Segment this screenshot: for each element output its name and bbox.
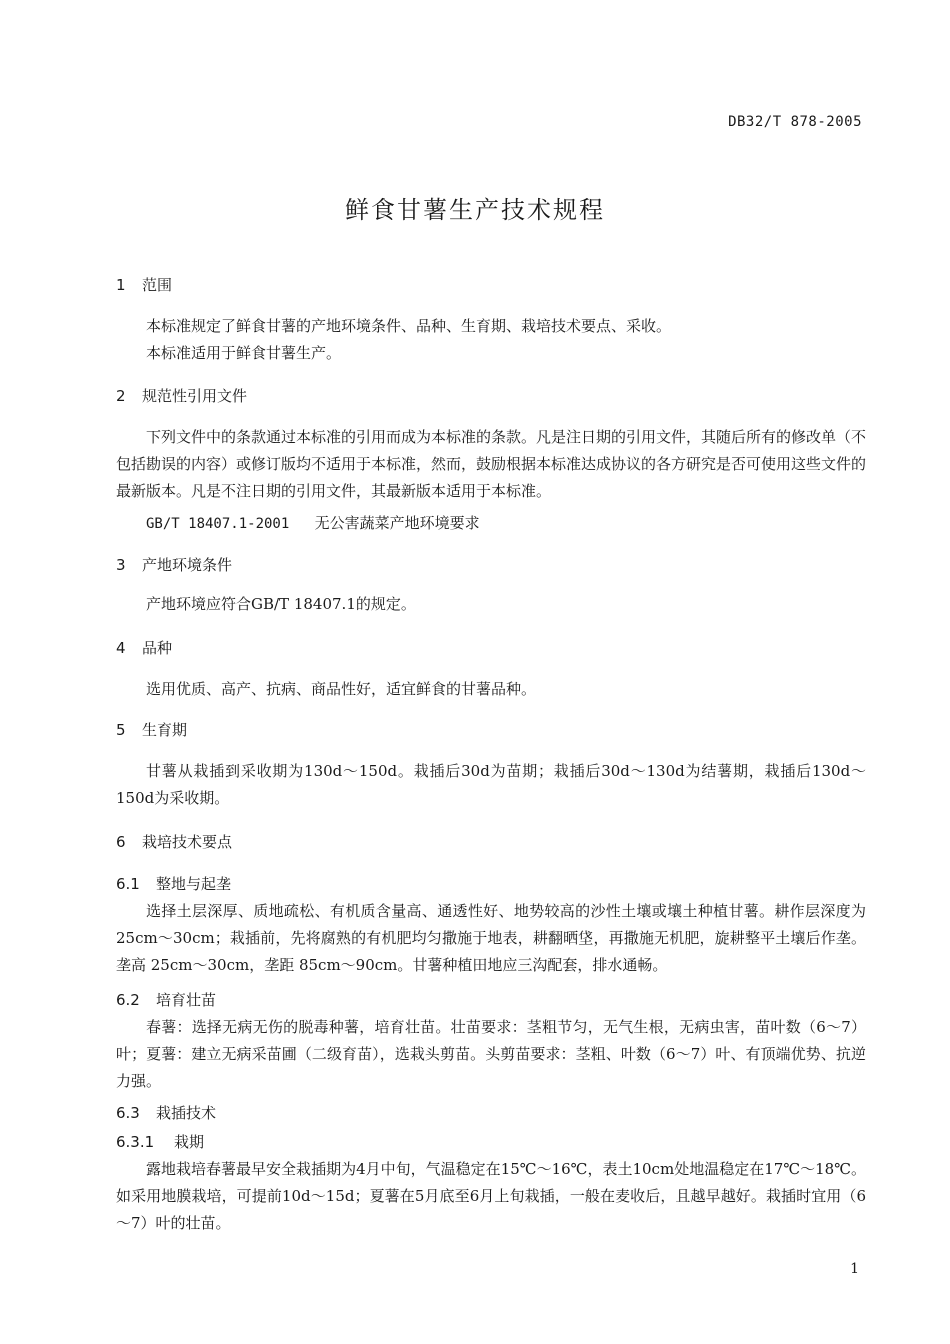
section-title: 范围	[142, 276, 173, 294]
section-number: 3	[116, 556, 126, 574]
subsection-title: 栽插技术	[156, 1104, 217, 1122]
section-2-paragraph-1: 下列文件中的条款通过本标准的引用而成为本标准的条款。凡是注日期的引用文件，其随后所有的修改单（不包括勘误的内容）或修订版均不适用于本标准，然而，鼓励根据本标准达成协议的各方研究是否可使用这些文件的最新版本。凡是不注日期的引用文件，其最新版本适用于本标准。	[116, 428, 867, 500]
subsection-6-2-heading	[116, 989, 866, 1010]
section-5-heading	[116, 719, 866, 740]
subsection-title: 整地与起垄	[156, 875, 232, 893]
section-1-paragraph-1: 本标准规定了鲜食甘薯的产地环境条件、品种、生育期、栽培技术要点、采收。	[146, 317, 672, 335]
section-3-paragraph-1: 产地环境应符合GB/T 18407.1的规定。	[146, 595, 416, 613]
subsection-title: 培育壮苗	[156, 991, 217, 1009]
section-4-paragraph-1: 选用优质、高产、抗病、商品性好，适宜鲜食的甘薯品种。	[146, 680, 537, 698]
reference-code: GB/T 18407.1-2001	[146, 516, 290, 532]
section-3-heading	[116, 554, 866, 575]
section-number: 1	[116, 276, 126, 294]
document-code: DB32/T 878-2005	[728, 114, 862, 130]
section-number: 5	[116, 721, 126, 739]
section-title: 产地环境条件	[142, 556, 233, 574]
subsection-number: 6.3	[116, 1104, 140, 1122]
section-number: 4	[116, 639, 126, 657]
section-1-paragraph-2: 本标准适用于鲜食甘薯生产。	[146, 344, 342, 362]
section-2-heading	[116, 385, 866, 406]
subsection-6-1-paragraph: 选择土层深厚、质地疏松、有机质含量高、通透性好、地势较高的沙性土壤或壤土种植甘薯。耕作层深度为 25cm～30cm；栽插前，先将腐熟的有机肥均匀撒施于地表，耕翻晒垡，再撒施无机肥，旋耕整平土壤后作垄。垄高 25cm～30cm，垄距 85cm～90cm。甘薯种植田地应三沟配套，排水通畅。	[116, 902, 866, 974]
subsection-6-1-heading	[116, 873, 866, 894]
section-number: 6	[116, 833, 126, 851]
subsection-number: 6.3.1	[116, 1133, 155, 1151]
subsection-number: 6.2	[116, 991, 140, 1009]
section-title: 品种	[142, 639, 173, 657]
subsection-number: 6.1	[116, 875, 140, 893]
subsection-6-3-1-paragraph: 露地栽培春薯最早安全栽插期为4月中旬，气温稳定在15℃～16℃，表土10cm处地温稳定在17℃～18℃。如采用地膜栽培，可提前10d～15d；夏薯在5月底至6月上旬栽插，一般在麦收后，且越早越好。栽插时宜用（6～7）叶的壮苗。	[116, 1160, 866, 1232]
section-6-heading	[116, 831, 866, 852]
subsection-title: 栽期	[174, 1133, 205, 1151]
document-title: 鲜食甘薯生产技术规程	[345, 196, 605, 224]
reference-title: 无公害蔬菜产地环境要求	[314, 514, 480, 532]
section-title: 规范性引用文件	[142, 387, 248, 405]
subsection-6-3-heading	[116, 1102, 866, 1123]
page-number: 1	[850, 1261, 859, 1277]
section-4-heading	[116, 637, 866, 658]
subsection-6-3-1-heading	[116, 1131, 866, 1152]
section-1-heading	[116, 274, 866, 295]
section-title: 生育期	[142, 721, 188, 739]
subsection-6-2-paragraph: 春薯：选择无病无伤的脱毒种薯，培育壮苗。壮苗要求：茎粗节匀，无气生根，无病虫害，苗叶数（6～7）叶；夏薯：建立无病采苗圃（二级育苗），选栽头剪苗。头剪苗要求：茎粗、叶数（6～7）叶、有顶端优势、抗逆力强。	[116, 1018, 866, 1090]
section-title: 栽培技术要点	[142, 833, 233, 851]
section-5-paragraph-1: 甘薯从栽插到采收期为130d～150d。栽插后30d为苗期；栽插后30d～130d为结薯期，栽插后130d～150d为采收期。	[116, 762, 866, 807]
section-number: 2	[116, 387, 126, 405]
normative-reference	[116, 512, 896, 533]
